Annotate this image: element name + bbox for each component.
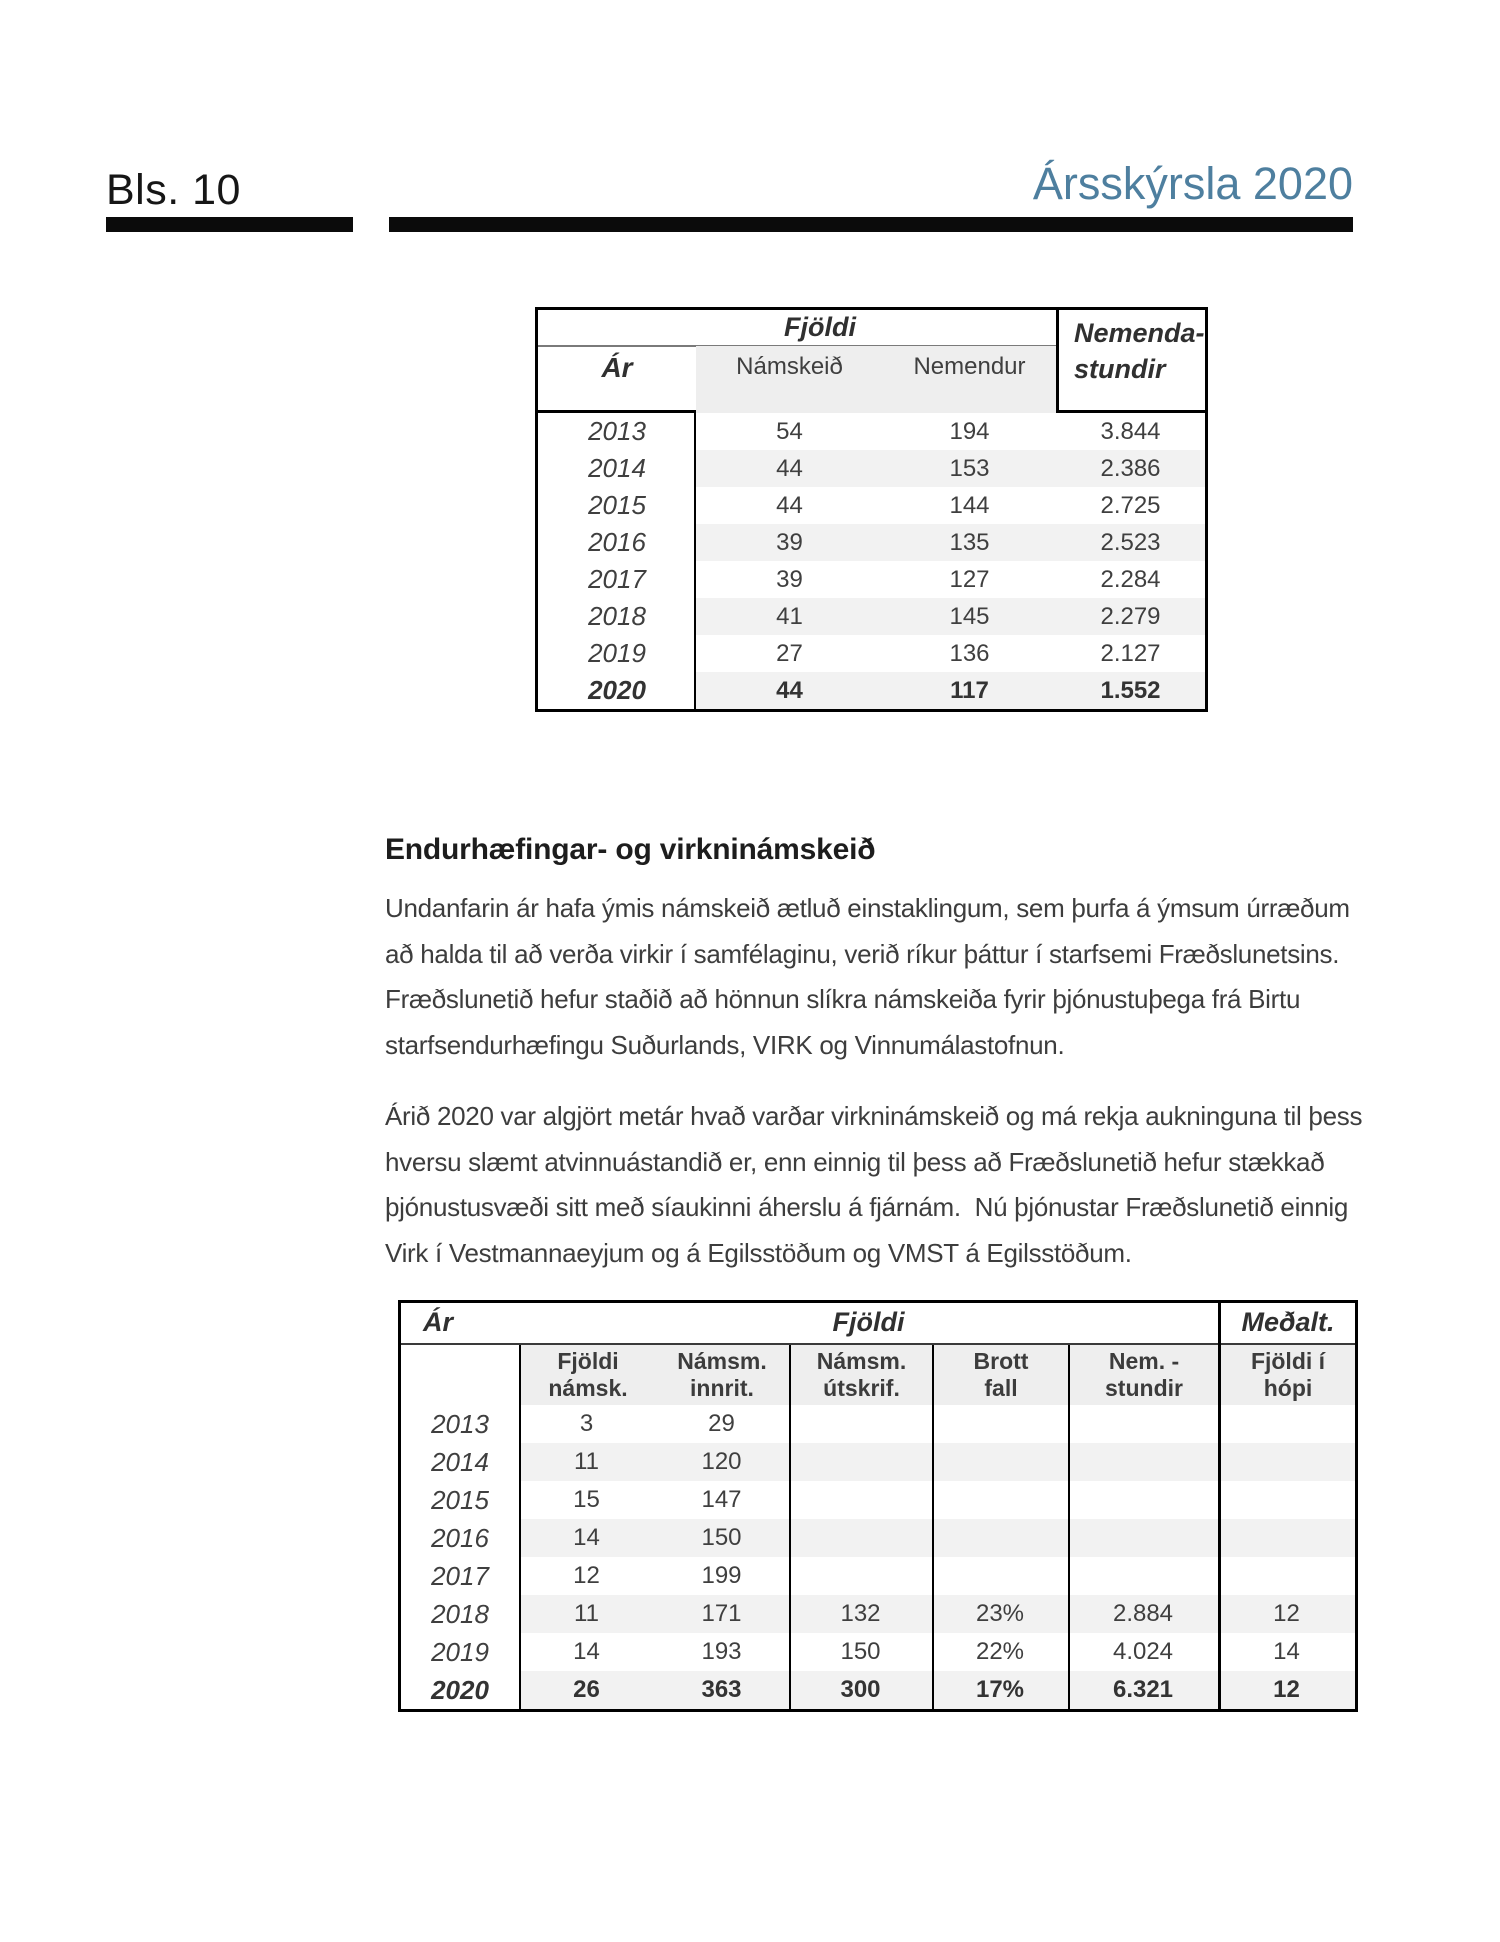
courses-table-row xyxy=(538,598,1205,635)
page-number-label: Bls. 10 xyxy=(106,166,241,214)
hopi-cell xyxy=(1218,1481,1355,1519)
year-column-divider xyxy=(519,1345,521,1709)
namsk-cell: 3 xyxy=(579,1410,594,1437)
courses-table-row xyxy=(538,413,1205,450)
header-line: Námsm. xyxy=(677,1348,767,1374)
hopi-cell: 12 xyxy=(1218,1595,1355,1633)
header-rule-left xyxy=(106,217,353,232)
brottfall-cell: 22% xyxy=(975,1638,1025,1665)
courses-table-row xyxy=(538,672,1205,709)
year-column-header: Ár xyxy=(601,352,633,383)
innrit-cell: 29 xyxy=(708,1410,735,1437)
year-column-divider xyxy=(694,413,696,709)
courses-cell: 39 xyxy=(696,524,883,561)
hopi-cell xyxy=(1218,1557,1355,1595)
brottfall-column-divider xyxy=(1068,1345,1070,1709)
hours-cell: 2.127 xyxy=(1100,640,1161,667)
rehab-table-row xyxy=(401,1519,1355,1557)
hopi-cell xyxy=(1218,1443,1355,1481)
year-column-header: Ár xyxy=(423,1307,454,1337)
students-cell: 153 xyxy=(883,450,1056,487)
courses-cell: 44 xyxy=(696,450,883,487)
hopi-cell xyxy=(1218,1519,1355,1557)
hours-cell: 2.279 xyxy=(1056,598,1205,635)
nemstundir-cell xyxy=(1068,1405,1218,1443)
average-column-header: Meðalt. xyxy=(1241,1307,1335,1337)
rehab-table-row xyxy=(401,1595,1355,1633)
hours-cell: 2.523 xyxy=(1056,524,1205,561)
brottfall-cell xyxy=(932,1519,1068,1557)
header-line: hópi xyxy=(1263,1375,1313,1401)
student-hours-header-line1: Nemenda- xyxy=(1074,318,1205,348)
namsk-cell: 11 xyxy=(519,1443,654,1481)
hours-cell: 2.725 xyxy=(1100,492,1161,519)
students-cell: 194 xyxy=(949,418,990,445)
rehab-table-row xyxy=(401,1405,1355,1443)
year-cell: 2016 xyxy=(588,527,646,557)
paragraph-line: að halda til að verða virkir í samfélaginu, verið ríkur þáttur í starfsemi Fræðslunetsins. xyxy=(385,938,1340,969)
brottfall-cell: 23% xyxy=(932,1595,1068,1633)
nemstundir-cell xyxy=(1068,1519,1218,1557)
paragraph-line: Árið 2020 var algjört metár hvað varðar virkninámskeið og má rekja aukninguna til þess xyxy=(385,1101,1363,1131)
courses-cell: 39 xyxy=(776,566,803,593)
courses-cell: 44 xyxy=(776,492,803,519)
header-rule-right xyxy=(389,217,1353,232)
utskrif-cell: 300 xyxy=(789,1671,932,1709)
header-line: Fjöldi xyxy=(557,1348,619,1374)
header-line: fall xyxy=(984,1375,1018,1401)
namsk-cell: 12 xyxy=(573,1562,600,1589)
year-cell: 2017 xyxy=(431,1561,489,1591)
brottfall-column-header xyxy=(934,1345,1068,1405)
year-cell: 2019 xyxy=(431,1637,489,1667)
nemstundir-cell xyxy=(1068,1481,1218,1519)
utskrif-cell xyxy=(789,1481,932,1519)
paragraph-2 xyxy=(385,1094,1385,1276)
courses-table-row xyxy=(538,450,1205,487)
header-line: Brott xyxy=(973,1348,1029,1374)
courses-table-row xyxy=(538,487,1205,524)
hours-cell: 1.552 xyxy=(1056,672,1205,709)
paragraph-line: Fræðslunetið hefur staðið að hönnun slíkra námskeiða fyrir þjónustuþega frá Birtu xyxy=(385,984,1301,1014)
nemstundir-cell xyxy=(1068,1443,1218,1481)
utskrif-cell: 132 xyxy=(789,1595,932,1633)
hours-cell: 2.386 xyxy=(1056,450,1205,487)
header-line: Fjöldi í xyxy=(1250,1348,1326,1374)
header-line: innrit. xyxy=(690,1375,754,1401)
nemstundir-cell: 2.884 xyxy=(1068,1595,1218,1633)
innrit-cell: 199 xyxy=(701,1562,742,1589)
utskrif-cell xyxy=(789,1519,932,1557)
year-cell: 2014 xyxy=(431,1447,489,1477)
courses-column-header: Námskeið xyxy=(736,353,843,380)
utskrif-column-divider xyxy=(932,1345,934,1709)
students-cell: 127 xyxy=(949,566,990,593)
courses-cell: 27 xyxy=(776,640,803,667)
namsk-cell: 14 xyxy=(573,1638,600,1665)
students-cell: 136 xyxy=(949,640,990,667)
report-title: Ársskýrsla 2020 xyxy=(1032,158,1353,209)
nemstundir-cell: 6.321 xyxy=(1068,1671,1218,1709)
paragraph-line: Virk í Vestmannaeyjum og á Egilsstöðum og VMST á Egilsstöðum. xyxy=(385,1237,1132,1268)
year-cell: 2016 xyxy=(431,1523,489,1553)
hours-cell: 3.844 xyxy=(1100,418,1161,445)
year-cell: 2013 xyxy=(588,416,646,446)
header-line: útskrif. xyxy=(823,1375,900,1401)
nemstundir-column-header xyxy=(1070,1345,1218,1405)
nemstundir-cell xyxy=(1068,1557,1218,1595)
rehab-table-row xyxy=(401,1557,1355,1595)
header-line: stundir xyxy=(1105,1375,1183,1401)
courses-cell: 41 xyxy=(696,598,883,635)
brottfall-cell: 17% xyxy=(932,1671,1068,1709)
year-cell: 2014 xyxy=(588,453,646,483)
year-cell: 2018 xyxy=(588,601,646,631)
namsk-column-header xyxy=(521,1345,655,1405)
year-cell: 2019 xyxy=(588,638,646,668)
hopi-column-header xyxy=(1221,1345,1355,1405)
innrit-cell: 120 xyxy=(654,1443,789,1481)
header-line: Námsm. xyxy=(816,1348,907,1374)
rehab-table-row xyxy=(401,1633,1355,1671)
paragraph-line: Undanfarin ár hafa ýmis námskeið ætluð einstaklingum, sem þurfa á ýmsum úrræðum xyxy=(385,893,1350,923)
namsk-cell: 14 xyxy=(519,1519,654,1557)
hours-cell: 2.284 xyxy=(1100,566,1161,593)
innrit-cell: 193 xyxy=(701,1638,742,1665)
subheader-band xyxy=(696,346,1056,413)
year-cell: 2013 xyxy=(431,1409,489,1439)
brottfall-cell xyxy=(932,1443,1068,1481)
year-cell: 2015 xyxy=(588,490,646,520)
rehab-table-body xyxy=(401,1405,1355,1709)
students-cell: 144 xyxy=(949,492,990,519)
student-hours-column-header xyxy=(1059,310,1205,413)
innrit-cell: 363 xyxy=(654,1671,789,1709)
courses-table-row xyxy=(538,524,1205,561)
utskrif-cell xyxy=(789,1405,932,1443)
year-cell: 2018 xyxy=(431,1599,489,1629)
rehab-table-header xyxy=(401,1303,1355,1405)
innrit-column-divider xyxy=(789,1345,791,1709)
utskrif-cell: 150 xyxy=(840,1638,881,1665)
paragraph-line: starfsendurhæfingu Suðurlands, VIRK og Vinnumálastofnun. xyxy=(385,1029,1065,1060)
year-cell: 2020 xyxy=(588,675,646,705)
section-heading: Endurhæfingar- og virkninámskeið xyxy=(385,833,876,866)
utskrif-cell xyxy=(789,1557,932,1595)
courses-table-row xyxy=(538,561,1205,598)
utskrif-column-header xyxy=(791,1345,932,1405)
hopi-cell xyxy=(1218,1405,1355,1443)
brottfall-cell xyxy=(932,1481,1068,1519)
courses-cell: 44 xyxy=(696,672,883,709)
courses-table-body xyxy=(538,413,1205,709)
courses-table-header xyxy=(538,310,1205,413)
courses-cell: 54 xyxy=(776,418,803,445)
hopi-cell: 14 xyxy=(1273,1638,1300,1665)
year-cell: 2015 xyxy=(431,1485,489,1515)
rehab-table-row xyxy=(401,1671,1355,1709)
courses-summary-table xyxy=(535,307,1208,712)
students-column-header: Nemendur xyxy=(913,353,1026,380)
average-column-divider xyxy=(1218,1303,1221,1709)
nemstundir-cell: 4.024 xyxy=(1112,1638,1174,1665)
student-hours-header-line2: stundir xyxy=(1074,354,1166,384)
utskrif-cell xyxy=(789,1443,932,1481)
header-divider-line xyxy=(401,1343,1355,1345)
namsk-cell: 15 xyxy=(573,1486,600,1513)
students-cell: 135 xyxy=(883,524,1056,561)
rehab-courses-table xyxy=(398,1300,1358,1712)
rehab-table-row xyxy=(401,1443,1355,1481)
header-line: Nem. - xyxy=(1108,1348,1180,1374)
year-cell: 2020 xyxy=(431,1675,489,1705)
students-cell: 145 xyxy=(883,598,1056,635)
innrit-column-header xyxy=(655,1345,789,1405)
paragraph-1 xyxy=(385,886,1385,1068)
paragraph-line: þjónustusvæði sitt með síaukinni áherslu á fjárnám. Nú þjónustar Fræðslunetið einnig xyxy=(385,1192,1349,1222)
courses-table-row xyxy=(538,635,1205,672)
innrit-cell: 150 xyxy=(654,1519,789,1557)
innrit-cell: 147 xyxy=(701,1486,742,1513)
brottfall-cell xyxy=(932,1557,1068,1595)
namsk-cell: 26 xyxy=(519,1671,654,1709)
group-header-fjoldi: Fjöldi xyxy=(784,312,856,342)
hopi-cell: 12 xyxy=(1218,1671,1355,1709)
innrit-cell: 171 xyxy=(654,1595,789,1633)
header-line: námsk. xyxy=(548,1375,628,1401)
rehab-table-row xyxy=(401,1481,1355,1519)
namsk-cell: 11 xyxy=(519,1595,654,1633)
students-cell: 117 xyxy=(883,672,1056,709)
brottfall-cell xyxy=(932,1405,1068,1443)
year-cell: 2017 xyxy=(588,564,646,594)
group-header-fjoldi: Fjöldi xyxy=(832,1307,905,1337)
paragraph-line: hversu slæmt atvinnuástandið er, enn einnig til þess að Fræðslunetið hefur stækkað xyxy=(385,1146,1325,1177)
